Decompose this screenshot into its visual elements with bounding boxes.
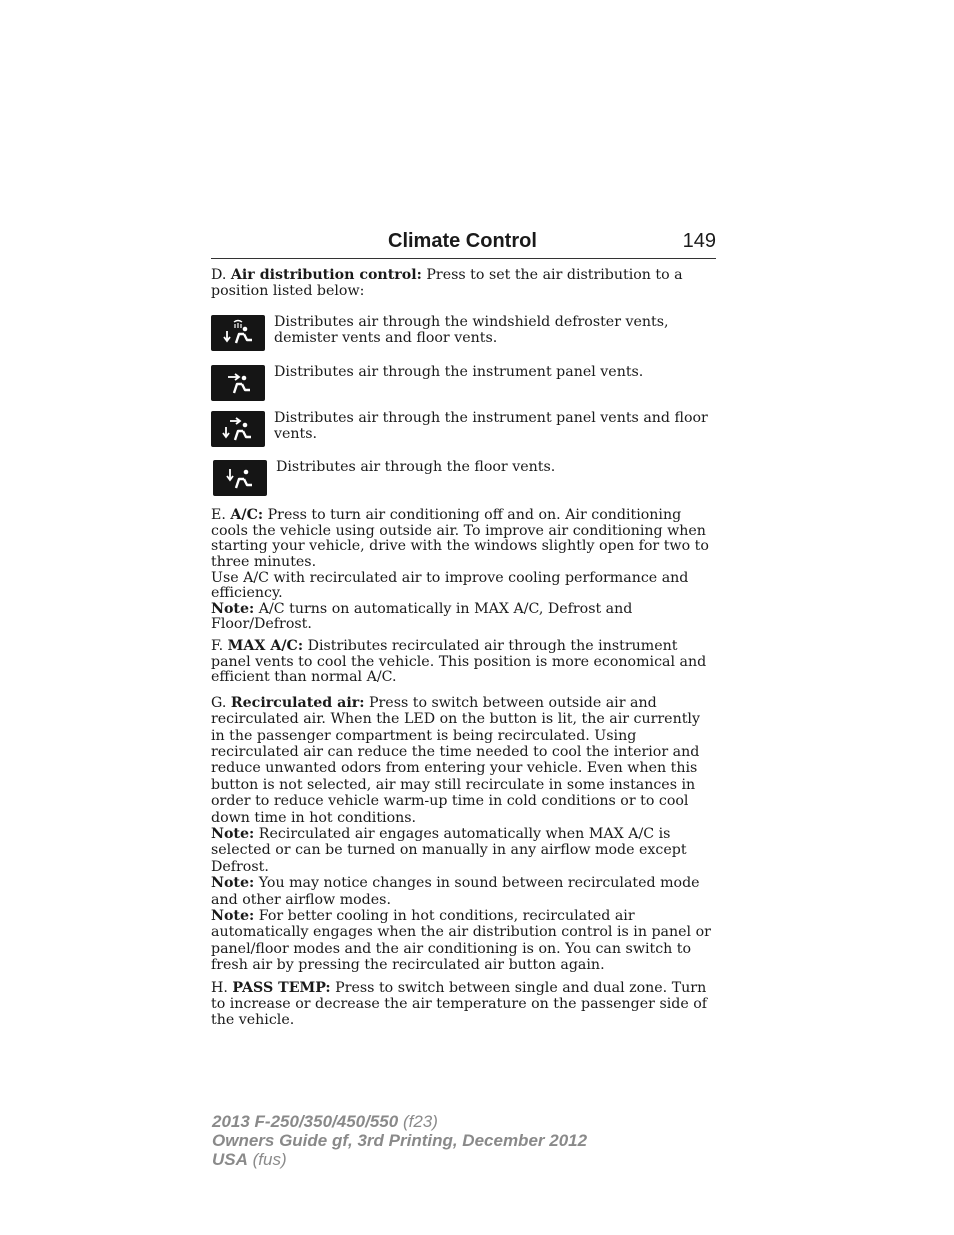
footer-line-1: 2013 F-250/350/450/550 (f23) (212, 1112, 438, 1131)
section-g-note: Note: Recirculated air engages automatically when MAX A/C is selected or can be turned on manually in any airflow mode except Defrost. (211, 825, 687, 875)
mode-text-panel: Distributes air through the instrument panel vents. (274, 364, 644, 381)
page-header (211, 228, 716, 259)
page-title: Climate Control (388, 230, 537, 252)
section-f: F. MAX A/C: Distributes recirculated air through the instrument panel vents to cool the vehicle. This position is more economical and efficient than normal A/C. (211, 637, 707, 686)
mode-row-panel (211, 365, 716, 401)
footer-line-3: USA (fus) (212, 1150, 287, 1169)
section-h-label: PASS TEMP: (232, 979, 331, 996)
section-d-intro: D. Air distribution control: Press to set the air distribution to a position listed below: (211, 267, 683, 299)
footer-line-2: Owners Guide gf, 3rd Printing, December 2012 (212, 1131, 588, 1150)
page-footer (212, 1112, 587, 1169)
section-e-note: Note: A/C turns on automatically in MAX A/C, Defrost and Floor/Defrost. (211, 600, 633, 633)
section-e-text2: Use A/C with recirculated air to improve cooling performance and efficiency. (211, 569, 689, 602)
mode-text-panel-floor: Distributes air through the instrument panel vents and floor vents. (274, 410, 708, 442)
page-content (211, 268, 716, 1029)
defrost-floor-icon (211, 315, 265, 351)
section-e: E. A/C: Press to turn air conditioning off and on. Air conditioning cools the vehicle using outside air. To improve air conditioning when starting your vehicle, drive with the windows slightly open for two to three minutes. (211, 507, 709, 570)
mode-row-defrost-floor (211, 315, 716, 351)
mode-text-defrost-floor: Distributes air through the windshield defroster vents, demister vents and floor vents. (274, 314, 669, 346)
section-h: H. PASS TEMP: Press to switch between single and dual zone. Turn to increase or decrease the air temperature on the passenger side of the vehicle. (211, 979, 708, 1029)
mode-text-floor: Distributes air through the floor vents. (276, 459, 556, 476)
section-d-label: Air distribution control: (230, 267, 422, 283)
section-f-label: MAX A/C: (227, 637, 304, 654)
section-g-note: Note: For better cooling in hot conditions, recirculated air automatically engages when the air distribution control is in panel or panel/floor modes and the air conditioning is on. You can switch to fresh air by pressing the recirculated air button again. (211, 908, 711, 974)
panel-vent-icon (211, 365, 265, 401)
mode-row-floor (211, 460, 716, 496)
page-number: 149 (682, 230, 716, 252)
floor-vent-icon (213, 460, 267, 496)
mode-row-panel-floor (211, 411, 716, 447)
section-g-label: Recirculated air: (230, 694, 365, 711)
panel-floor-icon (211, 411, 265, 447)
section-e-label: A/C: (230, 507, 264, 524)
section-g: G. Recirculated air: Press to switch between outside air and recirculated air. When the LED on the button is lit, the air currently in the passenger compartment is being recirculated. Using recirculated air can reduce the time needed to cool the interior and reduce unwanted odors from entering your vehicle. Even when this button is not selected, air may still recirculate in some instances in order to reduce vehicle warm-up time in cold conditions or to cool down time in hot conditions. Note: Recirculated air engages automatically when MAX A/C is selected or can be turned on manually in any airflow mode except Defrost. Note: You may notice changes in sound between recirculated mode and other airflow modes. Note: For better cooling in hot conditions, recirculated air automatically engages when the air distribution control is in panel or panel/floor modes and the air conditioning is on. You can switch to fresh air by pressing the recirculated air button again. (211, 695, 716, 974)
section-g-note: Note: You may notice changes in sound between recirculated mode and other airflow modes. (211, 875, 700, 908)
